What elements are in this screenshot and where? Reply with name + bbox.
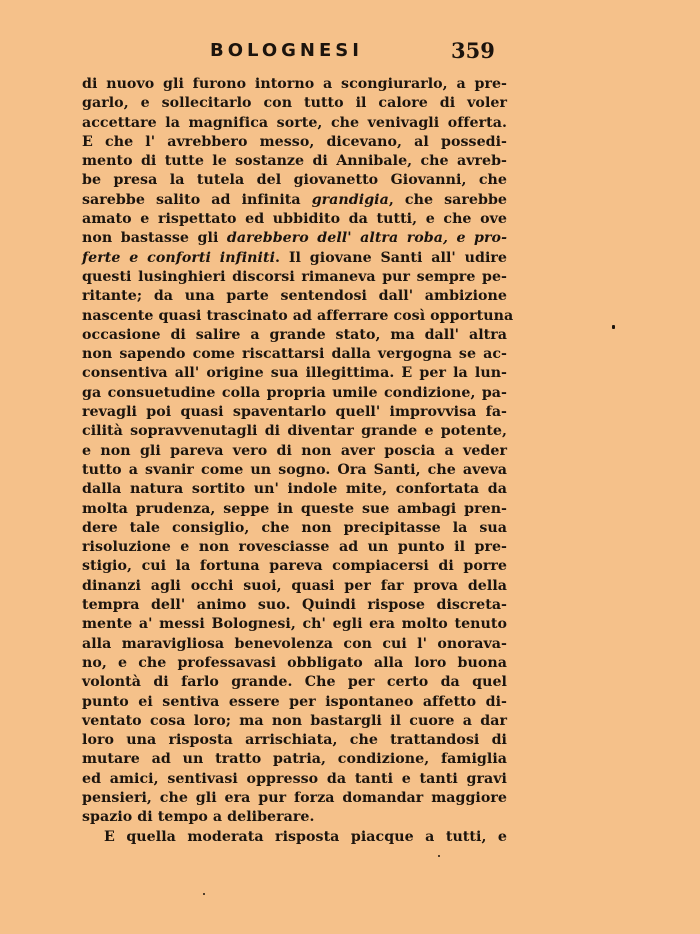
text-line: be presa la tutela del giovanetto Giovanni, che bbox=[82, 172, 507, 189]
text-line: accettare la magnifica sorte, che venivagli offerta. bbox=[82, 114, 507, 131]
text-line: garlo, e sollecitarlo con tutto il calore di voler bbox=[82, 95, 507, 112]
text-line: spazio di tempo a deliberare. bbox=[82, 809, 315, 826]
text-line: ed amici, sentivasi oppresso da tanti e tanti gravi bbox=[82, 770, 507, 787]
running-head bbox=[0, 40, 700, 66]
text-line: non sapendo come riscattarsi dalla vergogna se ac- bbox=[82, 346, 507, 363]
ink-speck bbox=[203, 893, 205, 895]
text-line: E che l' avrebbero messo, dicevano, al possedi- bbox=[82, 133, 507, 150]
text-line: loro una risposta arrischiata, che trattandosi di bbox=[82, 732, 507, 749]
italic-phrase: ferte e conforti infiniti bbox=[82, 249, 276, 266]
text-line: amato e rispettato ed ubbidito da tutti, e che ove bbox=[82, 211, 507, 228]
text-line: sarebbe salito ad infinita grandigia, che sarebbe bbox=[82, 191, 507, 208]
text-line: dalla natura sortito un' indole mite, confortata da bbox=[82, 481, 507, 498]
running-title: BOLOGNESI bbox=[210, 40, 363, 61]
text-line: e non gli pareva vero di non aver poscia a veder bbox=[82, 442, 507, 459]
text-line: risoluzione e non rovesciasse ad un punto il pre- bbox=[82, 539, 507, 556]
italic-phrase: darebbero dell' altra roba, e pro- bbox=[226, 230, 508, 247]
text-line: occasione di salire a grande stato, ma dall' altra bbox=[82, 326, 507, 343]
text-line: di nuovo gli furono intorno a scongiurarlo, a pre- bbox=[82, 76, 507, 92]
text-line: cilità sopravvenutagli di diventar grande e potente, bbox=[82, 423, 507, 440]
text-line: stigio, cui la fortuna pareva compiacersi di porre bbox=[82, 558, 507, 575]
text-line: ga consuetudine colla propria umile condizione, pa- bbox=[82, 384, 507, 401]
body-text bbox=[82, 75, 514, 847]
text-line: revagli poi quasi spaventarlo quell' improvvisa fa- bbox=[82, 404, 507, 421]
text-line: no, e che professavasi obbligato alla loro buona bbox=[82, 654, 507, 671]
text-line: alla maravigliosa benevolenza con cui l' onorava- bbox=[82, 635, 507, 652]
text-line: dere tale consiglio, che non precipitasse la sua bbox=[82, 519, 507, 536]
italic-phrase: grandigia bbox=[311, 191, 389, 208]
text-line: ferte e conforti infiniti. Il giovane Santi all' udire bbox=[82, 249, 507, 266]
text-line: ritante; da una parte sentendosi dall' ambizione bbox=[82, 288, 507, 305]
text-line: nascente quasi trascinato ad afferrare così opportuna bbox=[82, 307, 514, 324]
page-number: 359 bbox=[451, 38, 495, 63]
text-line: mento di tutte le sostanze di Annibale, che avreb- bbox=[82, 153, 507, 170]
text-line: tutto a svanir come un sogno. Ora Santi, che aveva bbox=[82, 461, 507, 478]
ink-speck bbox=[612, 325, 615, 329]
text-line: ventato cosa loro; ma non bastargli il cuore a dar bbox=[82, 712, 507, 729]
text-line: volontà di farlo grande. Che per certo da quel bbox=[82, 674, 507, 691]
text-line: dinanzi agli occhi suoi, quasi per far prova della bbox=[82, 577, 507, 594]
text-line: E quella moderata risposta piacque a tutti, e bbox=[104, 828, 507, 845]
text-line: mutare ad un tratto patria, condizione, famiglia bbox=[82, 751, 507, 768]
ink-speck bbox=[438, 855, 440, 857]
text-line: tempra dell' animo suo. Quindi rispose discreta- bbox=[82, 597, 507, 614]
text-line: questi lusinghieri discorsi rimaneva pur sempre pe- bbox=[82, 268, 507, 285]
text-line: punto ei sentiva essere per ispontaneo affetto di- bbox=[82, 693, 507, 710]
text-line: pensieri, che gli era pur forza domandar maggiore bbox=[82, 789, 507, 806]
text-line: non bastasse gli darebbero dell' altra roba, e pro- bbox=[82, 230, 508, 247]
text-line: molta prudenza, seppe in queste sue ambagi pren- bbox=[82, 500, 507, 517]
text-line: consentiva all' origine sua illegittima. E per la lun- bbox=[82, 365, 507, 382]
text-line: mente a' messi Bolognesi, ch' egli era molto tenuto bbox=[82, 616, 507, 633]
